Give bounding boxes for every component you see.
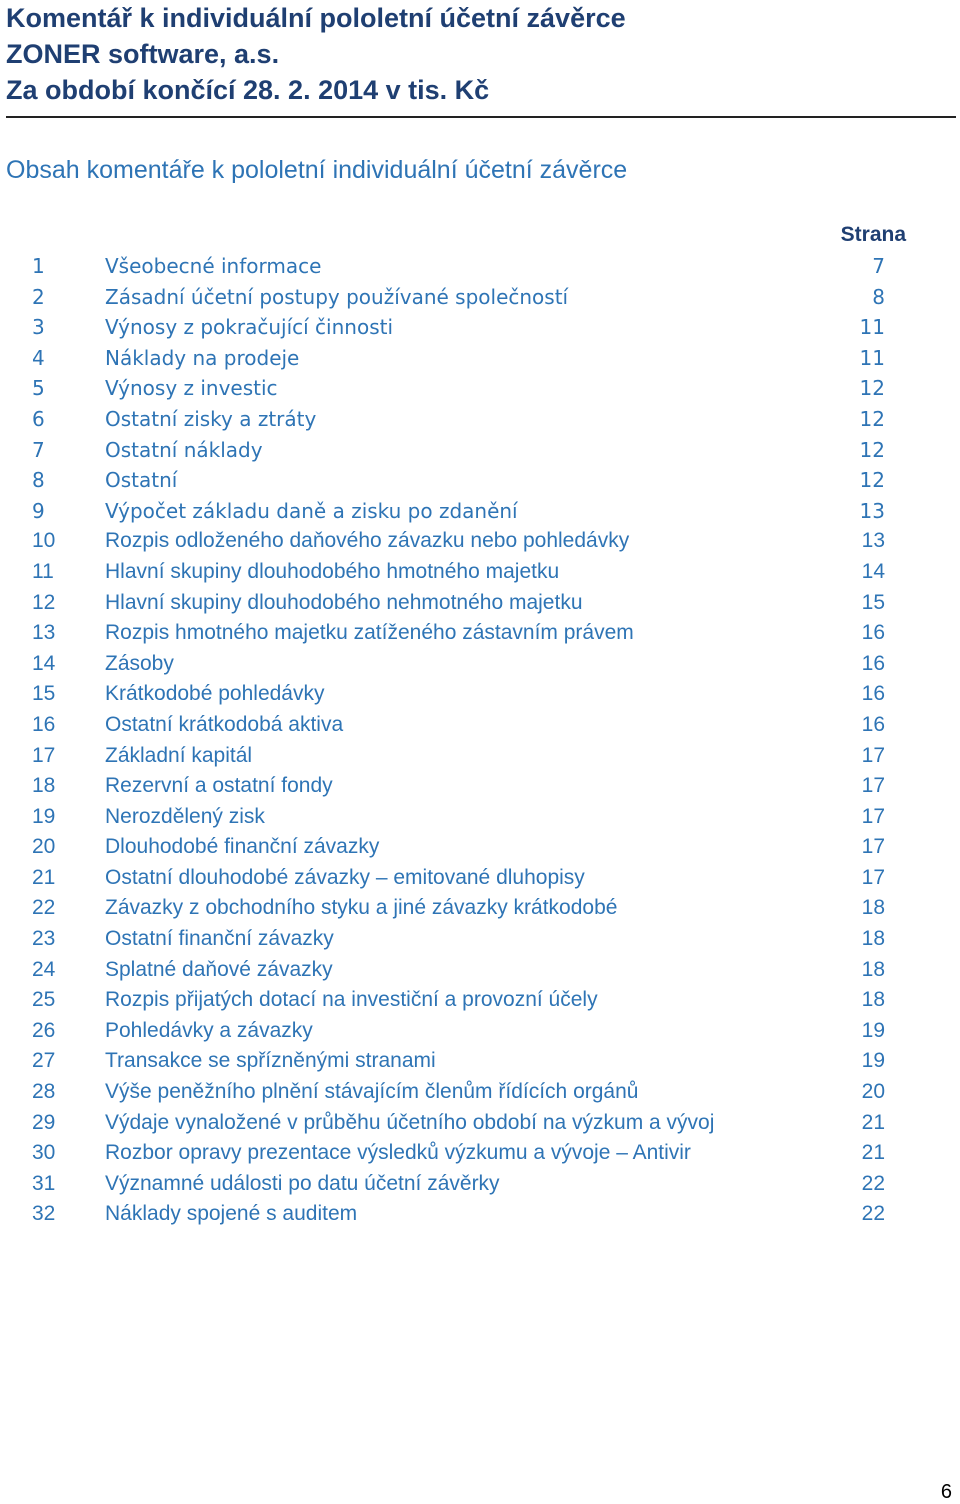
toc-entry-number: 13 [32, 621, 56, 645]
toc-entry [0, 1016, 960, 1047]
toc-entry-number: 7 [32, 437, 45, 462]
toc-entry-page: 17 [861, 865, 885, 889]
toc-entry-number: 23 [32, 927, 56, 951]
toc-entry [0, 373, 960, 404]
toc-entry [0, 771, 960, 802]
toc-entry [0, 955, 960, 986]
toc-entry-label: Výnosy z pokračující činnosti [105, 315, 394, 340]
toc-entry-label: Splatné daňové závazky [105, 957, 333, 981]
toc-entry-page: 16 [861, 682, 885, 706]
toc-entry-label: Výdaje vynaložené v průběhu účetního období na výzkum a vývoj [105, 1110, 715, 1134]
toc-entry-label: Hlavní skupiny dlouhodobého nehmotného majetku [105, 590, 583, 614]
report-title: Komentář k individuální pololetní účetní závěrce [6, 3, 626, 33]
toc-entry-label: Základní kapitál [105, 743, 253, 767]
toc-entry-number: 9 [32, 498, 45, 523]
toc-entry-page: 21 [861, 1110, 885, 1134]
toc-entry-label: Zásadní účetní postupy používané společností [105, 284, 569, 309]
toc-entry-page: 18 [861, 927, 885, 951]
toc-entry-page: 16 [861, 621, 885, 645]
toc-entry-page: 19 [861, 1049, 885, 1073]
toc-entry-label: Výnosy z investic [105, 376, 278, 401]
toc-entry-number: 14 [32, 651, 56, 675]
toc-entry [0, 832, 960, 863]
toc-entry [0, 802, 960, 833]
toc-entry-number: 21 [32, 865, 56, 889]
toc-entry-page: 17 [861, 774, 885, 798]
toc-entry-number: 1 [32, 254, 45, 278]
page-column-label: Strana [840, 223, 906, 246]
toc-entry [0, 251, 960, 282]
toc-entry [0, 526, 960, 557]
toc-entry-page: 18 [861, 988, 885, 1012]
toc-entry-number: 5 [32, 376, 45, 401]
toc-entry-page: 18 [861, 896, 885, 920]
toc-entry-label: Nerozdělený zisk [105, 804, 265, 828]
toc-entry-page: 18 [861, 957, 885, 981]
toc-entry [0, 679, 960, 710]
footer-page-number: 6 [940, 1481, 952, 1503]
report-period: Za období končící 28. 2. 2014 v tis. Kč [6, 75, 490, 105]
toc-entry-label: Výše peněžního plnění stávajícím členům řídících orgánů [105, 1080, 639, 1104]
toc-entry-label: Ostatní zisky a ztráty [105, 406, 317, 431]
toc-entry-page: 12 [859, 437, 885, 462]
toc-entry [0, 1108, 960, 1139]
toc-entry-page: 21 [861, 1141, 885, 1165]
toc-title: Obsah komentáře k pololetní individuální účetní závěrce [6, 156, 628, 184]
toc-entry-label: Pohledávky a závazky [105, 1018, 313, 1042]
toc-entry [0, 496, 960, 527]
toc-entry-page: 11 [859, 315, 885, 340]
toc-entry-page: 12 [859, 376, 885, 401]
toc-list [0, 251, 960, 1230]
toc-entry-page: 15 [861, 590, 885, 614]
toc-entry-number: 4 [32, 345, 45, 370]
toc-entry [0, 741, 960, 772]
toc-entry-label: Náklady na prodeje [105, 345, 300, 370]
toc-entry-label: Dlouhodobé finanční závazky [105, 835, 380, 859]
toc-entry-label: Významné události po datu účetní závěrky [105, 1171, 500, 1195]
toc-entry-page: 13 [861, 529, 885, 553]
toc-entry-label: Rezervní a ostatní fondy [105, 774, 333, 798]
toc-entry-label: Rozpis hmotného majetku zatíženého zástavním právem [105, 621, 634, 645]
toc-entry [0, 588, 960, 619]
toc-entry-label: Závazky z obchodního styku a jiné závazky krátkodobé [105, 896, 618, 920]
toc-entry-page: 17 [861, 804, 885, 828]
toc-entry [0, 1077, 960, 1108]
header-divider [6, 116, 956, 118]
toc-entry [0, 924, 960, 955]
toc-entry-number: 6 [32, 406, 45, 431]
toc-entry-number: 30 [32, 1141, 56, 1165]
toc-entry [0, 710, 960, 741]
toc-entry-number: 27 [32, 1049, 56, 1073]
toc-entry-page: 22 [861, 1171, 885, 1195]
toc-entry [0, 1138, 960, 1169]
toc-entry-number: 26 [32, 1018, 56, 1042]
company-name: ZONER software, a.s. [6, 39, 280, 69]
toc-entry [0, 557, 960, 588]
toc-entry [0, 1046, 960, 1077]
toc-entry-number: 10 [32, 529, 56, 553]
toc-entry-number: 18 [32, 774, 56, 798]
toc-entry-label: Zásoby [105, 651, 174, 675]
toc-entry-label: Rozpis přijatých dotací na investiční a provozní účely [105, 988, 598, 1012]
toc-entry-label: Výpočet základu daně a zisku po zdanění [105, 498, 518, 523]
toc-entry [0, 1169, 960, 1200]
toc-entry-page: 12 [859, 406, 885, 431]
toc-entry-page: 8 [872, 284, 885, 309]
toc-entry-label: Krátkodobé pohledávky [105, 682, 325, 706]
toc-entry [0, 863, 960, 894]
toc-entry-label: Náklady spojené s auditem [105, 1202, 358, 1226]
toc-entry-number: 16 [32, 712, 56, 736]
toc-entry-page: 20 [861, 1080, 885, 1104]
toc-entry [0, 282, 960, 313]
toc-entry-label: Ostatní krátkodobá aktiva [105, 712, 344, 736]
toc-entry [0, 343, 960, 374]
toc-entry-number: 17 [32, 743, 56, 767]
toc-entry [0, 465, 960, 496]
toc-entry-label: Transakce se spřízněnými stranami [105, 1049, 436, 1073]
toc-entry-number: 19 [32, 804, 56, 828]
toc-entry-label: Rozbor opravy prezentace výsledků výzkumu a vývoje – Antivir [105, 1141, 691, 1165]
toc-entry-number: 2 [32, 284, 45, 309]
toc-entry-number: 3 [32, 315, 45, 340]
toc-entry-page: 17 [861, 835, 885, 859]
toc-entry-number: 22 [32, 896, 56, 920]
toc-entry [0, 985, 960, 1016]
toc-entry-page: 11 [859, 345, 885, 370]
toc-entry-label: Ostatní finanční závazky [105, 927, 334, 951]
toc-entry-page: 12 [859, 468, 885, 493]
toc-entry-page: 13 [859, 498, 885, 523]
toc-entry-page: 14 [861, 559, 885, 583]
toc-entry-number: 20 [32, 835, 56, 859]
toc-entry [0, 1199, 960, 1230]
toc-entry-label: Ostatní dlouhodobé závazky – emitované dluhopisy [105, 865, 585, 889]
toc-entry [0, 312, 960, 343]
toc-entry-page: 16 [861, 651, 885, 675]
toc-entry-number: 28 [32, 1080, 56, 1104]
toc-entry-label: Ostatní náklady [105, 437, 263, 462]
toc-entry-page: 7 [872, 254, 885, 278]
toc-entry [0, 618, 960, 649]
toc-entry-page: 19 [861, 1018, 885, 1042]
toc-entry-number: 8 [32, 468, 45, 493]
toc-entry-label: Ostatní [105, 468, 178, 493]
toc-entry-number: 24 [32, 957, 56, 981]
toc-entry-label: Rozpis odloženého daňového závazku nebo pohledávky [105, 529, 630, 553]
toc-entry-page: 17 [861, 743, 885, 767]
toc-entry [0, 404, 960, 435]
toc-entry-number: 12 [32, 590, 56, 614]
toc-entry-number: 32 [32, 1202, 56, 1226]
toc-entry [0, 649, 960, 680]
toc-entry-number: 11 [32, 559, 54, 583]
toc-entry-number: 25 [32, 988, 56, 1012]
toc-entry-number: 31 [32, 1171, 56, 1195]
toc-entry-page: 22 [861, 1202, 885, 1226]
toc-entry-number: 15 [32, 682, 56, 706]
toc-entry [0, 893, 960, 924]
toc-entry-page: 16 [861, 712, 885, 736]
toc-entry-label: Všeobecné informace [105, 254, 322, 278]
toc-entry-number: 29 [32, 1110, 56, 1134]
document-header [6, 0, 626, 108]
toc-entry [0, 435, 960, 466]
toc-entry-label: Hlavní skupiny dlouhodobého hmotného majetku [105, 559, 560, 583]
